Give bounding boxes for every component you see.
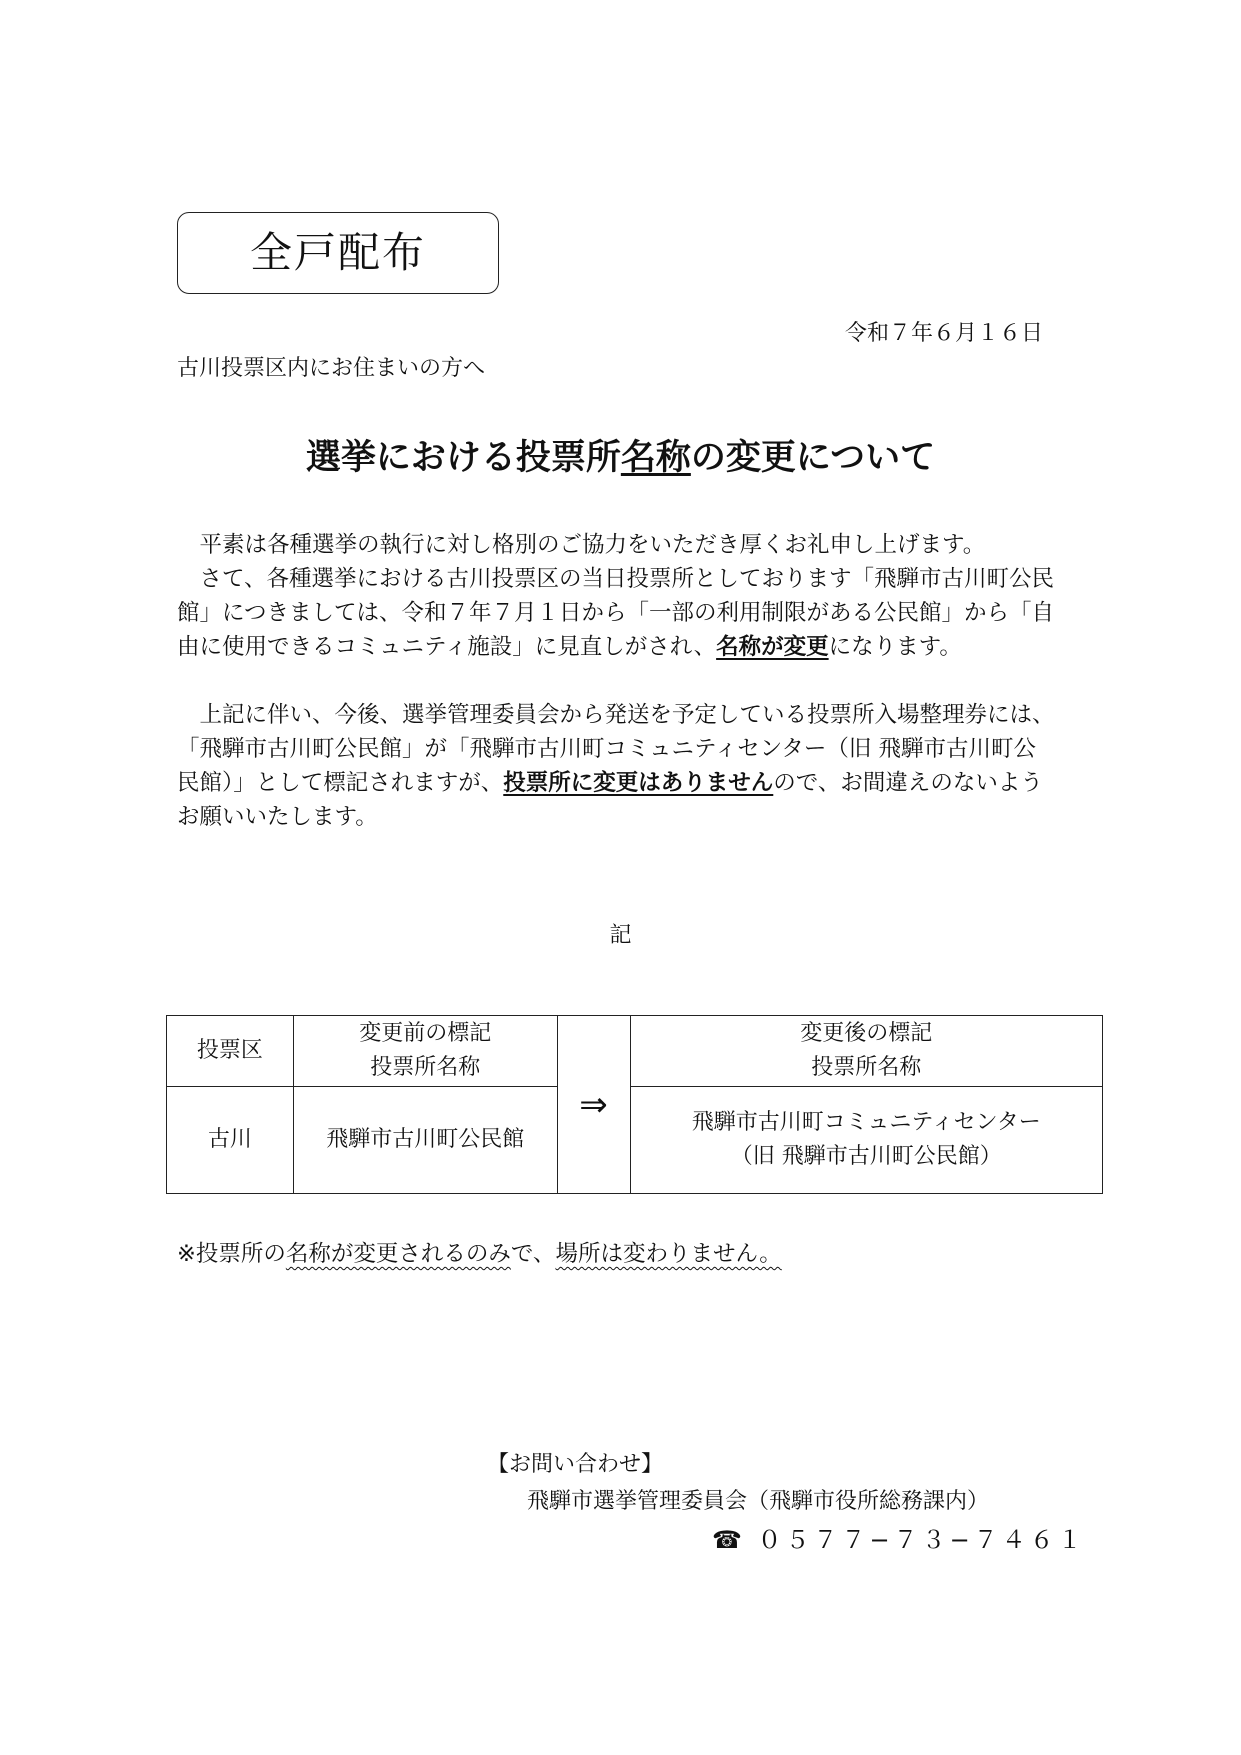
header-district: 投票区: [167, 1016, 294, 1087]
footnote: [177, 1236, 782, 1268]
cell-district: 古川: [167, 1087, 294, 1194]
note-part2: 場所は変わりません。: [555, 1241, 782, 1267]
note-mid: で、: [510, 1241, 556, 1267]
arrow-icon: ⇒: [557, 1016, 630, 1194]
notice-emphasis: 名称が変更: [716, 634, 829, 660]
after-name-line2: （旧 飛騨市古川町公民館）: [730, 1144, 1002, 1169]
after-name-line1: 飛騨市古川町コミュニティセンター: [691, 1110, 1041, 1135]
header-before-line2: 投票所名称: [370, 1055, 481, 1080]
notice-end: になります。: [828, 634, 962, 660]
paragraph-notice: [177, 562, 1057, 664]
distribution-badge: 全戸配布: [177, 212, 499, 294]
contact-label: 【お問い合わせ】: [487, 1452, 664, 1477]
header-after-line1: 変更後の標記: [800, 1021, 933, 1046]
details-end: ので、お間違えのないようお願いいたします。: [177, 770, 1043, 830]
issue-date: 令和７年６月１６日: [844, 321, 1043, 346]
paragraph-details: [177, 698, 1057, 834]
header-before: [293, 1016, 557, 1087]
phone-number: ０５７７−７３−７４６１: [757, 1526, 1086, 1554]
note-prefix: ※投票所の: [177, 1241, 286, 1267]
note-part1: 名称が変更されるのみ: [285, 1241, 511, 1267]
header-after: [630, 1016, 1103, 1087]
contact-org: 飛騨市選挙管理委員会（飛騨市役所総務課内）: [527, 1489, 990, 1514]
title-underlined: 名称: [620, 438, 691, 478]
header-after-line2: 投票所名称: [811, 1055, 922, 1080]
cell-before-name: 飛騨市古川町公民館: [293, 1087, 557, 1194]
table-row: [167, 1087, 1103, 1194]
record-heading: 記: [609, 923, 632, 948]
polling-place-table: [166, 1015, 1103, 1194]
notice-text: さて、各種選挙における古川投票区の当日投票所としております「飛騨市古川町公民館」につきましては、令和７年７月１日から「一部の利用制限がある公民館」から「自由に使用できるコミュニティ施設」に見直しがされ、: [177, 566, 1055, 660]
phone-icon: ☎: [712, 1526, 746, 1554]
header-before-line1: 変更前の標記: [359, 1021, 492, 1046]
details-text: 上記に伴い、今後、選挙管理委員会から発送を予定している投票所入場整理券には、「飛騨市古川町公民館」が「飛騨市古川町コミュニティセンター（旧 飛騨市古川町公民館）」として標記されますが、: [177, 702, 1055, 796]
table-header-row: [167, 1016, 1103, 1087]
cell-after-name: [630, 1087, 1103, 1194]
title-after: の変更について: [690, 438, 936, 478]
details-emphasis: 投票所に変更はありません: [503, 770, 774, 796]
document-title: [0, 430, 1241, 480]
contact-phone: [712, 1520, 1086, 1555]
title-before: 選挙における投票所: [305, 438, 621, 478]
paragraph-greeting: 平素は各種選挙の執行に対し格別のご協力をいただき厚くお礼申し上げます。: [199, 532, 986, 558]
addressee: 古川投票区内にお住まいの方へ: [177, 356, 486, 381]
